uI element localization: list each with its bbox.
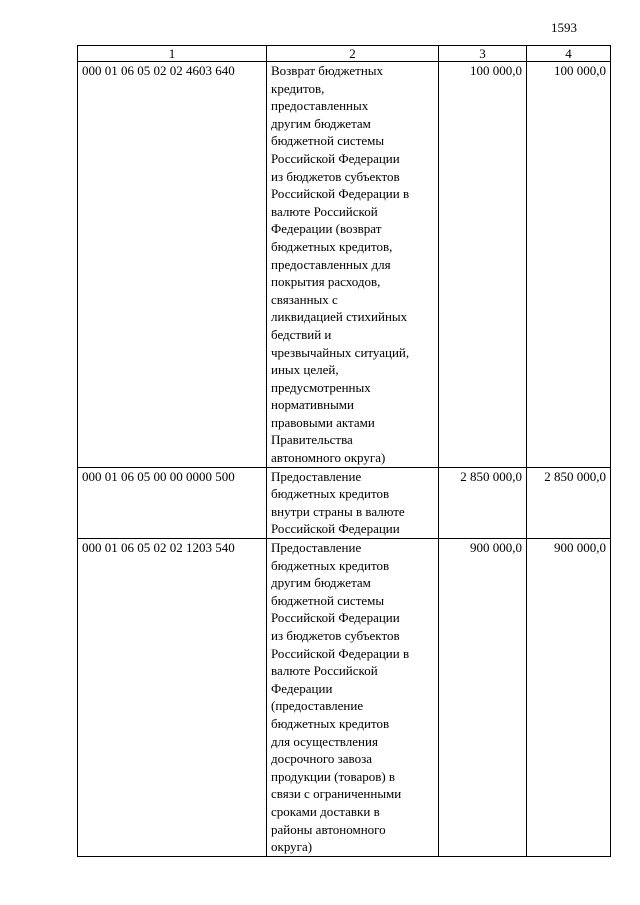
description-cell [267,467,439,538]
description-line: правовыми актами [271,414,375,430]
amount-col3-cell: 2 850 000,0 [439,467,527,538]
description-line: валюте Российской [271,203,378,219]
description-line: покрытия расходов, [271,274,381,290]
column-header-2: 2 [267,46,439,62]
description-line: из бюджетов субъектов [271,168,400,184]
description-cell [267,539,439,857]
column-header-4: 4 [527,46,611,62]
amount-col4-cell: 100 000,0 [527,62,611,468]
description-line: Федерации [271,680,333,696]
description-line: бюджетных кредитов [271,486,390,502]
description-line: чрезвычайных ситуаций, [271,344,410,360]
table-row [78,539,611,857]
description-line: кредитов, [271,80,325,96]
description-line: Предоставление [271,540,362,556]
description-line: валюте Российской [271,663,378,679]
budget-code-cell: 000 01 06 05 02 02 4603 640 [78,62,267,468]
description-line: продукции (товаров) в [271,768,396,784]
description-line: (предоставление [271,698,364,714]
description-line: предусмотренных [271,379,371,395]
description-line: бедствий и [271,326,332,342]
description-line: другим бюджетам [271,115,371,131]
description-line: предоставленных для [271,256,391,272]
description-line: автономного округа) [271,450,386,466]
description-line: бюджетной системы [271,133,385,149]
description-line: Предоставление [271,468,362,484]
description-line: Федерации (возврат [271,221,382,237]
budget-table [77,45,611,857]
description-line: связанных с [271,291,338,307]
description-line: внутри страны в валюте [271,503,405,519]
description-line: сроками доставки в [271,803,380,819]
description-line: другим бюджетам [271,575,371,591]
table-row [78,467,611,538]
description-line: Российской Федерации в [271,186,410,202]
budget-code-cell: 000 01 06 05 02 02 1203 540 [78,539,267,857]
description-cell [267,62,439,468]
description-line: нормативными [271,397,354,413]
description-line: для осуществления [271,733,378,749]
amount-col3-cell: 100 000,0 [439,62,527,468]
description-line: досрочного завоза [271,751,372,767]
description-line: Возврат бюджетных [271,63,384,78]
page-number: 1593 [551,20,577,35]
table-header-row [78,46,611,62]
description-line: Правительства [271,432,353,448]
amount-col3-cell: 900 000,0 [439,539,527,857]
description-line: Российской Федерации [271,610,400,626]
description-line: иных целей, [271,362,339,378]
description-line: Российской Федерации в [271,645,410,661]
description-line: бюджетных кредитов [271,715,390,731]
amount-col4-cell: 2 850 000,0 [527,467,611,538]
description-line: Российской Федерации [271,150,400,166]
description-line: районы автономного [271,821,386,837]
column-header-1: 1 [78,46,267,62]
description-line: связи с ограниченными [271,786,402,802]
amount-col4-cell: 900 000,0 [527,539,611,857]
description-line: округа) [271,839,313,855]
description-line: предоставленных [271,98,369,114]
column-header-3: 3 [439,46,527,62]
description-line: из бюджетов субъектов [271,628,400,643]
table-body [78,62,611,857]
description-line: бюджетной системы [271,592,385,608]
table-row [78,62,611,468]
description-line: бюджетных кредитов, [271,238,393,254]
description-line: Российской Федерации [271,521,400,537]
description-line: ликвидацией стихийных [271,309,408,325]
budget-code-cell: 000 01 06 05 00 00 0000 500 [78,467,267,538]
description-line: бюджетных кредитов [271,557,390,573]
